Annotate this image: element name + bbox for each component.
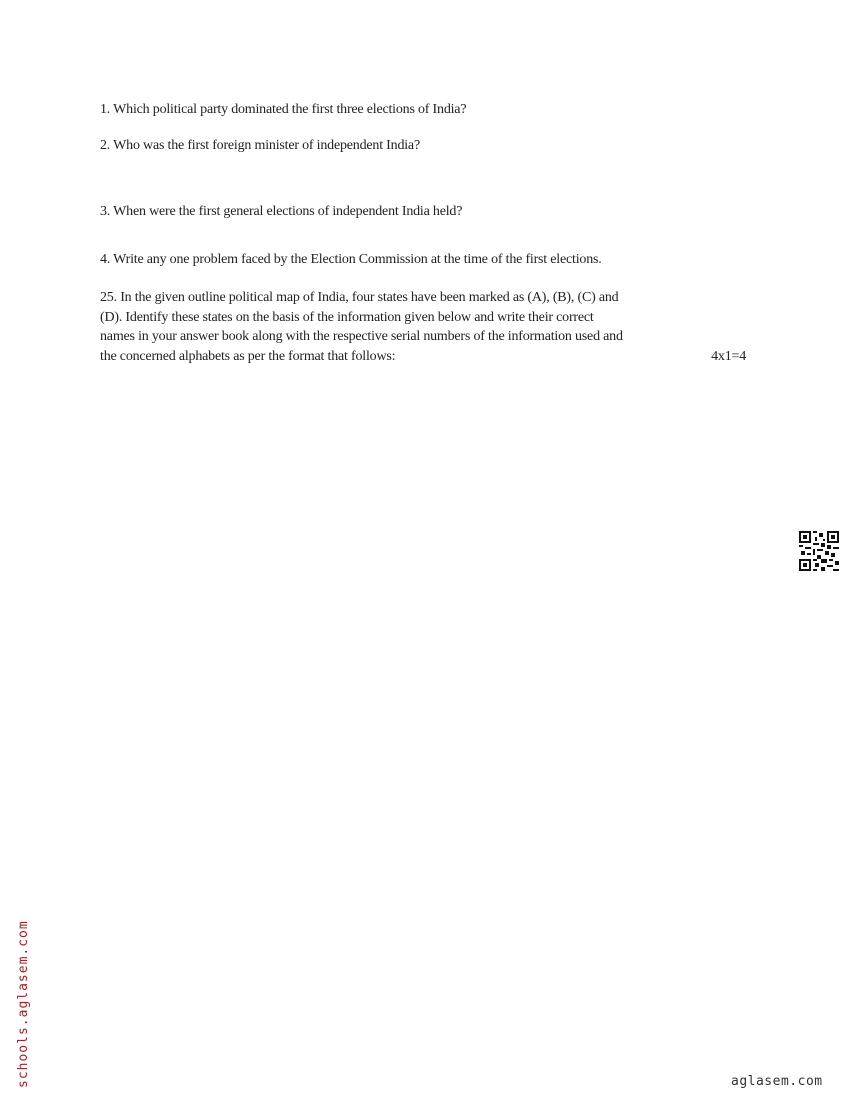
qr-code-icon — [799, 531, 839, 571]
question-25-line: the concerned alphabets as per the format that follows: — [100, 348, 396, 364]
question-1: 1. Which political party dominated the first three elections of India? — [100, 102, 467, 117]
question-25-last-line — [100, 347, 746, 367]
question-2: 2. Who was the first foreign minister of independent India? — [100, 138, 420, 153]
question-25-line: names in your answer book along with the respective serial numbers of the information used and — [100, 329, 623, 344]
question-3: 3. When were the first general elections of independent India held? — [100, 204, 463, 219]
question-25 — [100, 288, 746, 366]
marks-label: 4x1=4 — [711, 348, 746, 364]
footer-watermark: aglasem.com — [731, 1074, 823, 1089]
question-25-line: 25. In the given outline political map of India, four states have been marked as (A), (B), (C) and — [100, 290, 619, 305]
question-4: 4. Write any one problem faced by the Election Commission at the time of the first elections. — [100, 252, 602, 267]
side-watermark: schools.aglasem.com — [16, 920, 31, 1088]
question-25-line: (D). Identify these states on the basis of the information given below and write their correct — [100, 309, 594, 325]
